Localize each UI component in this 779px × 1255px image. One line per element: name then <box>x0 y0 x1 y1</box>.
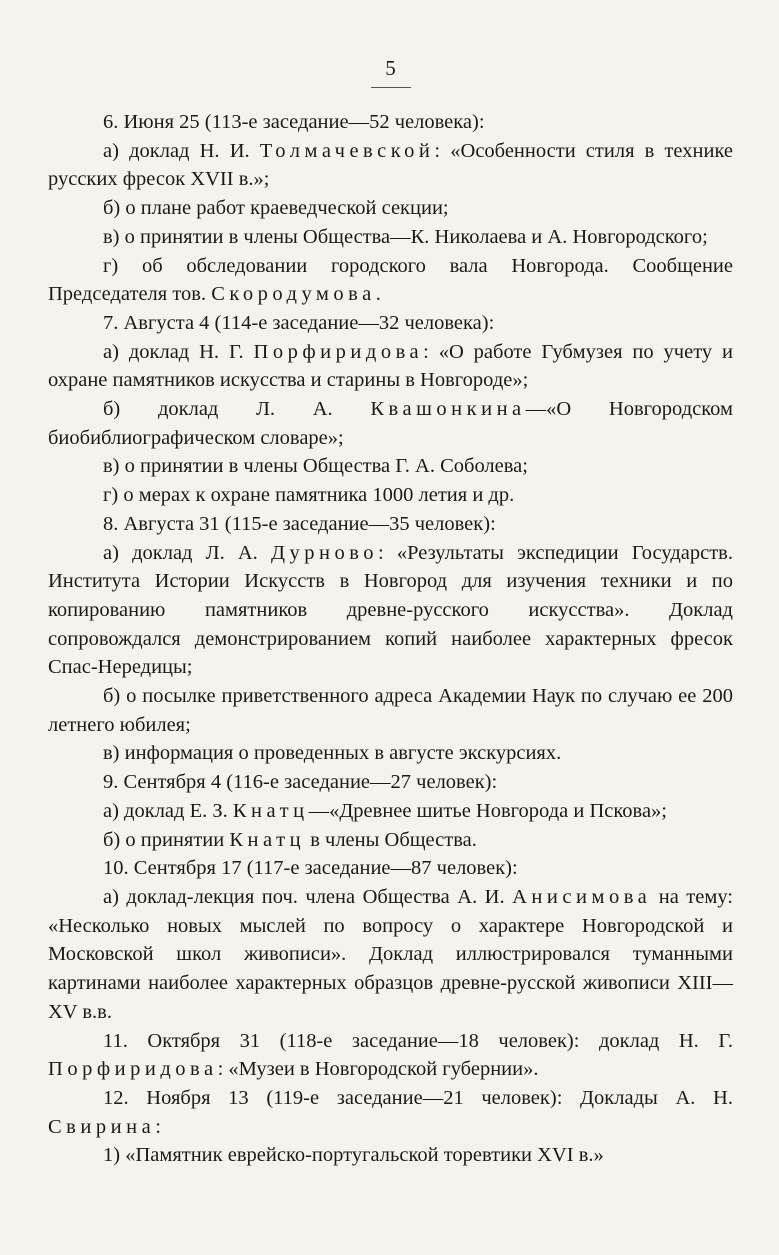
text-run: . <box>375 283 381 306</box>
text-run: а) доклад Л. А. <box>103 541 271 564</box>
text-run: а) доклад-лекция поч. члена Общества А. И. <box>103 885 513 908</box>
paragraph <box>48 194 733 223</box>
paragraph <box>48 252 733 309</box>
paragraph <box>48 682 733 739</box>
body-text <box>48 108 733 1170</box>
text-run: : «Результаты экспедиции Государств. Института Истории Искусств в Новгород для изучения техники и по копированию памятников древне-русского искусства». Доклад сопровождался демонстрированием копий наиболее характерных фресок Спас-Нередицы; <box>48 541 733 679</box>
paragraph <box>48 452 733 481</box>
text-run: 8. Августа 31 (115-е заседание—35 человек): <box>103 512 496 535</box>
paragraph <box>48 826 733 855</box>
text-run: г) о мерах к охране памятника 1000 летия и др. <box>103 484 515 507</box>
text-run: а) доклад Е. З. <box>103 799 233 822</box>
paragraph <box>48 768 733 797</box>
text-run: : «О работе Губмузея по учету и охране памятников искусства и старины в Новгороде»; <box>48 340 734 392</box>
text-run: 1) «Памятник еврейско-португальской торевтики XVI в.» <box>103 1144 604 1167</box>
text-run: : <box>155 1115 161 1138</box>
paragraph <box>48 1084 733 1141</box>
text-run: : «Особенности стиля в технике русских фресок XVII в.»; <box>48 139 733 191</box>
spaced-name: Свирина <box>48 1115 156 1138</box>
spaced-name: Кнатц <box>229 828 306 851</box>
paragraph <box>48 108 733 137</box>
text-run: 6. Июня 25 (113-е заседание—52 человека): <box>103 111 485 133</box>
text-run: 12. Ноября 13 (119-е заседание—21 человек): Доклады А. Н. <box>103 1086 733 1109</box>
text-run: в) о принятии в члены Общества—К. Николаева и А. Новгородского; <box>103 225 708 248</box>
text-run: 9. Сентября 4 (116-е заседание—27 человек): <box>103 771 498 794</box>
text-run: б) доклад Л. А. <box>103 398 371 421</box>
text-run: а) доклад Н. И. <box>103 139 260 162</box>
paragraph <box>48 539 733 683</box>
paragraph <box>48 338 733 395</box>
spaced-name: Скородумова <box>211 283 376 306</box>
spaced-name: Порфиридова <box>253 340 424 363</box>
paragraph <box>48 854 733 883</box>
text-run: а) доклад Н. Г. <box>103 340 254 363</box>
text-run: —«О Новгородском биобиблиографическом словаре»; <box>48 398 733 449</box>
paragraph <box>48 309 733 338</box>
text-run: 7. Августа 4 (114-е заседание—32 человека): <box>103 311 495 334</box>
paragraph <box>48 1141 733 1170</box>
spaced-name: Квашонкина <box>370 398 526 421</box>
text-run: б) о посылке приветственного адреса Академии Наук по случаю ее 200 летнего юбилея; <box>48 685 733 736</box>
text-run: в члены Общества. <box>305 828 477 851</box>
page-number: 5 <box>48 56 733 88</box>
paragraph <box>48 223 733 252</box>
paragraph <box>48 797 733 826</box>
text-run: 11. Октября 31 (118-е заседание—18 человек): доклад Н. Г. <box>103 1029 733 1052</box>
paragraph <box>48 1027 733 1084</box>
text-run: в) информация о проведенных в августе экскурсиях. <box>103 742 562 765</box>
page-number-rule <box>371 87 411 88</box>
paragraph <box>48 137 733 194</box>
spaced-name: Анисимова <box>512 885 652 908</box>
paragraph <box>48 395 733 452</box>
spaced-name: Толмачевской <box>259 139 435 162</box>
spaced-name: Порфиридова <box>48 1058 218 1081</box>
paragraph <box>48 883 733 1027</box>
text-run: б) о принятии <box>103 828 230 851</box>
text-run: г) об обследовании городского вала Новгорода. Сообщение Председателя тов. <box>48 254 733 306</box>
text-run: на тему: «Несколько новых мыслей по вопросу о характере Новгородской и Московской школ живописи». Доклад иллюстрировался туманными картинами наиболее характерных образцов древне-русской живописи XIII—XV в.в. <box>48 885 733 1023</box>
paragraph <box>48 481 733 510</box>
text-run: 10. Сентября 17 (117-е заседание—87 человек): <box>103 857 518 880</box>
paragraph <box>48 510 733 539</box>
spaced-name: Кнатц <box>232 799 309 822</box>
text-run: : «Музеи в Новгородской губернии». <box>217 1058 539 1081</box>
spaced-name: Дурново <box>270 541 379 564</box>
text-run: в) о принятии в члены Общества Г. А. Соболева; <box>103 455 528 478</box>
text-run: б) о плане работ краеведческой секции; <box>103 197 449 220</box>
text-run: —«Древнее шитье Новгорода и Пскова»; <box>308 799 667 822</box>
paragraph <box>48 739 733 768</box>
